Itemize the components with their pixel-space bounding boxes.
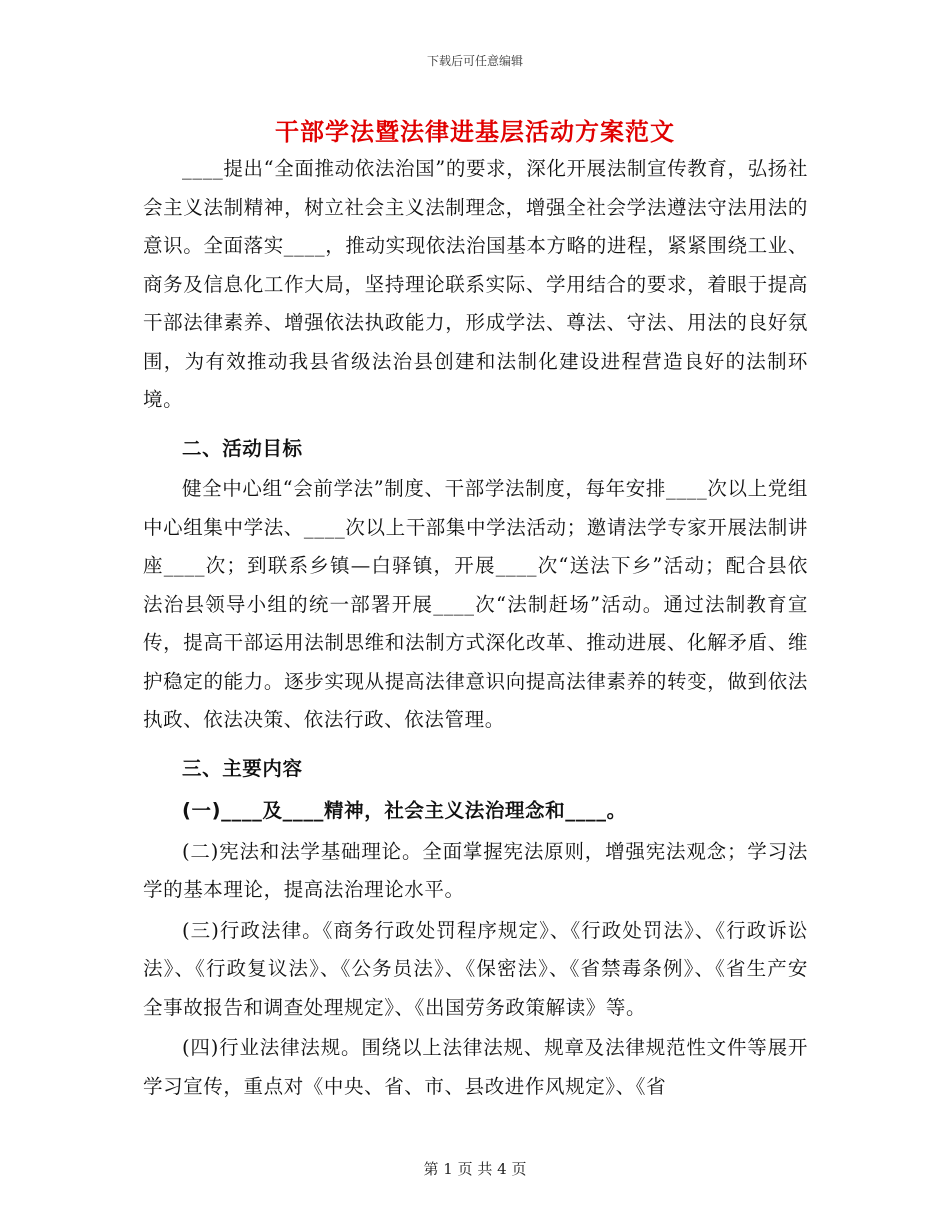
section-heading-content: 三、主要内容 (182, 756, 303, 780)
goals-paragraph: 健全中心组“会前学法”制度、干部学法制度，每年安排____次以上党组中心组集中学法、____次以上干部集中学法活动；邀请法学专家开展法制讲座____次；到联系乡镇—白驿镇，开展____次“送法下乡”活动；配合县依法治县领导小组的统一部署开展____次“法制赶场”活动。通过法制教育宣传，提高干部运用法制思维和法制方式深化改革、推动进展、化解矛盾、维护稳定的能力。逐步实现从提高法律意识向提高法律素养的转变，做到依法执政、依法决策、依法行政、依法管理。 (143, 477, 808, 731)
page-header: 下载后可任意编辑 (426, 54, 523, 68)
content-item-4: (四)行业法律法规。围绕以上法律法规、规章及法律规范性文件等展开学习宣传，重点对《中央、省、市、县改进作风规定》、《省 (143, 1036, 808, 1098)
document-title: 干部学法暨法律进基层活动方案范文 (275, 118, 675, 146)
content-item-3: (三)行政法律。《商务行政处罚程序规定》、《行政处罚法》、《行政诉讼法》、《行政复议法》、《公务员法》、《保密法》、《省禁毒条例》、《省生产安全事故报告和调查处理规定》、《出国劳务政策解读》等。 (143, 918, 808, 1019)
content-item-2: (二)宪法和法学基础理论。全面掌握宪法原则，增强宪法观念；学习法学的基本理论，提高法治理论水平。 (143, 839, 808, 901)
intro-paragraph: ____提出“全面推动依法治国”的要求，深化开展法制宣传教育，弘扬社会主义法制精神，树立社会主义法制理念，增强全社会学法遵法守法用法的意识。全面落实____，推动实现依法治国基本方略的进程，紧紧围绕工业、商务及信息化工作大局，坚持理论联系实际、学用结合的要求，着眼于提高干部法律素养、增强依法执政能力，形成学法、尊法、守法、用法的良好氛围，为有效推动我县省级法治县创建和法制化建设进程营造良好的法制环境。 (143, 157, 808, 411)
page-footer: 第 1 页 共 4 页 (423, 1160, 527, 1178)
document-body (143, 150, 808, 1106)
content-item-1: (一)____及____精神，社会主义法治理念和____。 (182, 799, 627, 822)
section-heading-goals: 二、活动目标 (182, 436, 303, 460)
